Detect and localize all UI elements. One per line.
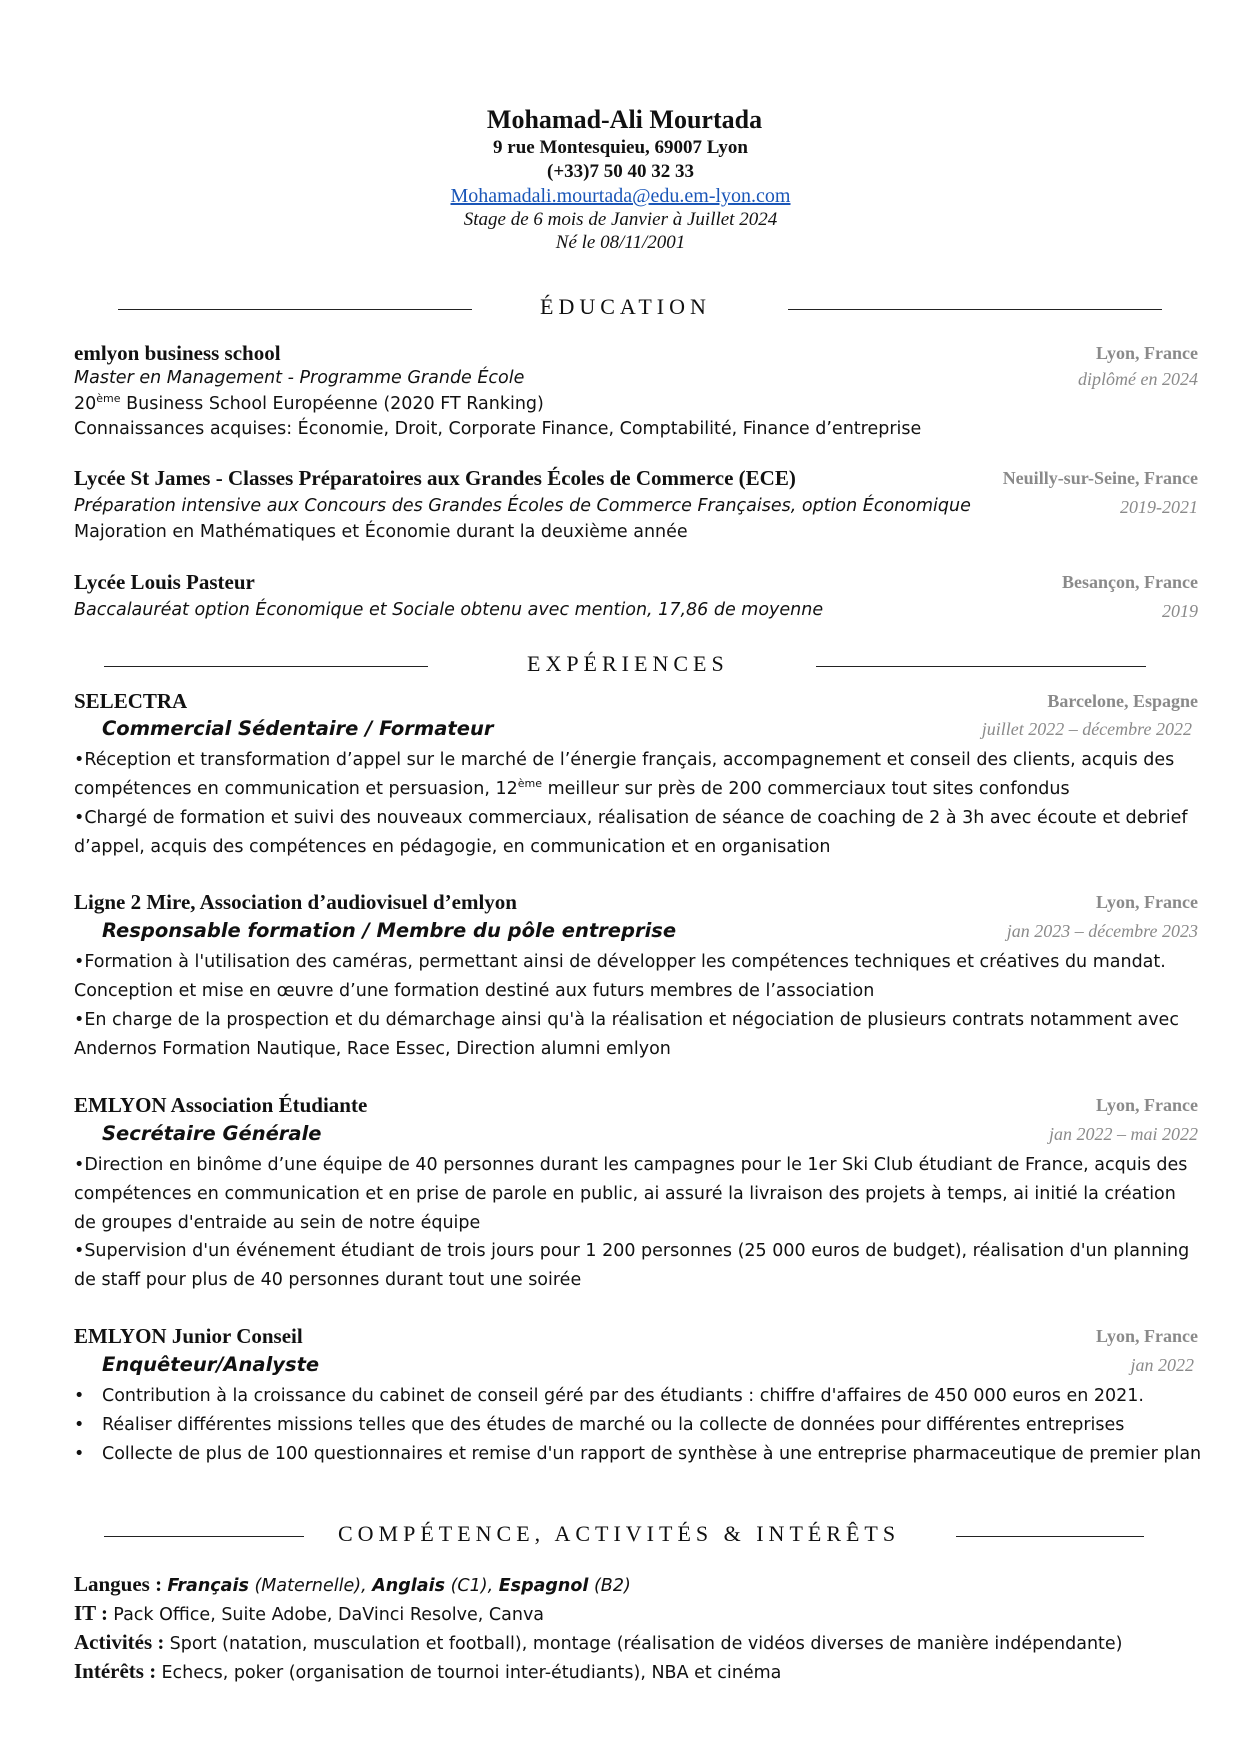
skill-key: Activités : — [74, 1630, 170, 1654]
divider — [788, 309, 1162, 310]
experience-location: Lyon, France — [1096, 892, 1198, 912]
divider — [118, 309, 472, 310]
language-french: Français — [167, 1576, 249, 1596]
section-education — [0, 294, 1241, 324]
language-english: Anglais — [372, 1576, 445, 1596]
birth-date: Né le 08/11/2001 — [555, 232, 686, 253]
education-knowledge: Connaissances acquises: Économie, Droit, Corporate Finance, Comptabilité, Finance d’entreprise — [74, 419, 922, 439]
bullet-text: En charge de la prospection et du démarchage ainsi qu'à la réalisation et négociation de plusieurs contrats notamment avec Andernos Formation Nautique, Race Essec, Direction alumni emlyon — [74, 1010, 1179, 1059]
candidate-name: Mohamad-Ali Mourtada — [486, 105, 763, 134]
bullet-icon: • — [74, 750, 85, 770]
skill-value: Echecs, poker (organisation de tournoi inter-étudiants), NBA et cinéma — [161, 1663, 782, 1683]
education-org: Lycée Louis Pasteur — [74, 570, 255, 594]
section-title-education: ÉDUCATION — [540, 294, 711, 319]
language-spanish: Espagnol — [498, 1576, 589, 1596]
education-location: Besançon, France — [1062, 572, 1198, 592]
education-date: 2019 — [1162, 601, 1198, 621]
experience-bullet — [74, 746, 1198, 804]
bullet-text: Formation à l'utilisation des caméras, permettant ainsi de développer les compétences techniques et créatives du mandat. Conception et mise en œuvre d’une formation destiné aux futurs membres de l’association — [74, 952, 1166, 1001]
bullet-icon: • — [74, 808, 85, 828]
education-entry — [74, 341, 1198, 366]
rank-text: Business School Européenne (2020 FT Ranking) — [120, 394, 544, 414]
experience-role-row — [74, 919, 1198, 942]
education-subtitle: Baccalauréat option Économique et Sociale obtenu avec mention, 17,86 de moyenne — [74, 600, 824, 620]
education-location: Lyon, France — [1096, 343, 1198, 363]
address: 9 rue Montesquieu, 69007 Lyon — [493, 137, 748, 158]
experience-entry — [74, 890, 1198, 915]
availability: Stage de 6 mois de Janvier à Juillet 2024 — [463, 209, 778, 230]
experience-entry — [74, 1093, 1198, 1118]
education-entry — [74, 466, 1198, 491]
bullet-icon: • — [74, 1444, 85, 1464]
divider — [956, 1536, 1144, 1537]
experience-location: Lyon, France — [1096, 1326, 1198, 1346]
section-title-skills: COMPÉTENCE, ACTIVITÉS & INTÉRÊTS — [338, 1521, 901, 1546]
experience-location: Lyon, France — [1096, 1095, 1198, 1115]
divider — [104, 666, 428, 667]
experience-date: jan 2022 — [1130, 1355, 1194, 1375]
bullet-icon: • — [74, 1386, 85, 1406]
bullet-superscript: ème — [517, 777, 542, 790]
experience-entry — [74, 689, 1198, 714]
bullet-text: Supervision d'un événement étudiant de trois jours pour 1 200 personnes (25 000 euros de budget), réalisation d'un planning de staff pour plus de 40 personnes durant tout une soirée — [74, 1241, 1190, 1290]
bullet-text: meilleur sur près de 200 commerciaux tout sites confondus — [542, 779, 1070, 799]
experience-location: Barcelone, Espagne — [1047, 691, 1198, 711]
experience-role: Responsable formation / Membre du pôle entreprise — [102, 919, 677, 942]
education-subtitle-row — [74, 368, 1198, 388]
bullet-text: Réaliser différentes missions telles que des études de marché ou la collecte de données pour différentes entreprises — [102, 1415, 1125, 1435]
skill-key: Intérêts : — [74, 1659, 162, 1683]
resume-header — [0, 104, 1241, 254]
experience-org: Ligne 2 Mire, Association d’audiovisuel d’emlyon — [74, 890, 517, 914]
skill-key: IT : — [74, 1601, 114, 1625]
skill-value: Sport (natation, musculation et football), montage (réalisation de vidéos diverses de manière indépendante) — [169, 1634, 1123, 1654]
education-subtitle: Préparation intensive aux Concours des Grandes Écoles de Commerce Françaises, option Économique — [74, 496, 971, 516]
education-date: diplômé en 2024 — [1078, 369, 1198, 389]
experience-org: SELECTRA — [74, 689, 188, 713]
skill-activities — [74, 1628, 1198, 1659]
experience-bullet — [74, 1151, 1198, 1238]
skill-value: Pack Office, Suite Adobe, DaVinci Resolve, Canva — [113, 1605, 545, 1625]
experience-date: jan 2023 – décembre 2023 — [1006, 921, 1198, 941]
bullet-text: Chargé de formation et suivi des nouveaux commerciaux, réalisation de séance de coaching de 2 à 3h avec écoute et debrief d’appel, acquis des compétences en pédagogie, en communication et en organisation — [74, 808, 1188, 857]
experience-role: Commercial Sédentaire / Formateur — [102, 717, 494, 740]
education-location: Neuilly-sur-Seine, France — [1002, 468, 1198, 488]
divider — [104, 1536, 304, 1537]
section-title-experiences: EXPÉRIENCES — [527, 651, 729, 676]
section-experiences — [0, 651, 1241, 681]
experience-org: EMLYON Association Étudiante — [74, 1093, 368, 1117]
skill-key: Langues : — [74, 1572, 168, 1596]
divider — [816, 666, 1146, 667]
language-level: (Maternelle), — [248, 1576, 373, 1596]
rank-number: 20 — [74, 394, 97, 414]
experience-role: Secrétaire Générale — [102, 1122, 322, 1145]
skill-interests — [74, 1657, 1198, 1688]
skill-it — [74, 1599, 1198, 1630]
bullet-text: Direction en binôme d’une équipe de 40 personnes durant les campagnes pour le 1er Ski Club étudiant de France, acquis des compétences en communication et en prise de parole en public, ai assuré la livraison des projets à temps, ai initié la création de groupes d'entraide au sein de notre équipe — [74, 1155, 1188, 1233]
bullet-text: Contribution à la croissance du cabinet de conseil géré par des étudiants : chiffre d'affaires de 450 000 euros en 2021. — [102, 1386, 1144, 1406]
experience-date: jan 2022 – mai 2022 — [1048, 1124, 1198, 1144]
experience-bullet — [74, 1006, 1198, 1064]
education-entry — [74, 570, 1198, 595]
section-skills — [0, 1521, 1241, 1551]
education-subtitle-row — [74, 496, 1198, 516]
education-date: 2019-2021 — [1120, 497, 1198, 517]
experience-org: EMLYON Junior Conseil — [74, 1324, 303, 1348]
education-org: emlyon business school — [74, 341, 281, 365]
experience-bullet — [74, 1237, 1198, 1295]
email-link[interactable]: Mohamadali.mourtada@edu.em-lyon.com — [450, 185, 791, 207]
experience-role-row — [74, 1122, 1198, 1145]
phone: (+33)7 50 40 32 33 — [547, 161, 694, 182]
experience-role: Enquêteur/Analyste — [102, 1353, 320, 1376]
bullet-icon: • — [74, 1155, 85, 1175]
experience-date: juillet 2022 – décembre 2022 — [981, 719, 1192, 739]
bullet-icon: • — [74, 952, 85, 972]
language-level: (C1), — [445, 1576, 499, 1596]
bullet-icon: • — [74, 1241, 85, 1261]
experience-bullet — [74, 1440, 1226, 1469]
language-level: (B2) — [588, 1576, 631, 1596]
skill-languages — [74, 1570, 1198, 1601]
education-subtitle-row — [74, 600, 1198, 620]
experience-role-row — [74, 717, 1198, 740]
experience-entry — [74, 1324, 1198, 1349]
experience-role-row — [74, 1353, 1198, 1376]
experience-bullet — [74, 1382, 1226, 1411]
education-detail: Majoration en Mathématiques et Économie durant la deuxième année — [74, 522, 688, 542]
bullet-text: Réception et transformation d’appel sur le marché de l’énergie français, accompagnement et conseil des clients, acquis des compétences en communication et persuasion, 12 — [74, 750, 1175, 799]
rank-superscript: ème — [96, 392, 121, 405]
experience-bullet — [74, 948, 1198, 1006]
bullet-text: Collecte de plus de 100 questionnaires et remise d'un rapport de synthèse à une entreprise pharmaceutique de premier plan — [102, 1444, 1202, 1464]
experience-bullet — [74, 1411, 1226, 1440]
experience-bullet — [74, 804, 1198, 862]
education-org: Lycée St James - Classes Préparatoires aux Grandes Écoles de Commerce (ECE) — [74, 466, 796, 490]
bullet-icon: • — [74, 1415, 85, 1435]
bullet-icon: • — [74, 1010, 85, 1030]
education-subtitle: Master en Management - Programme Grande École — [74, 368, 525, 388]
